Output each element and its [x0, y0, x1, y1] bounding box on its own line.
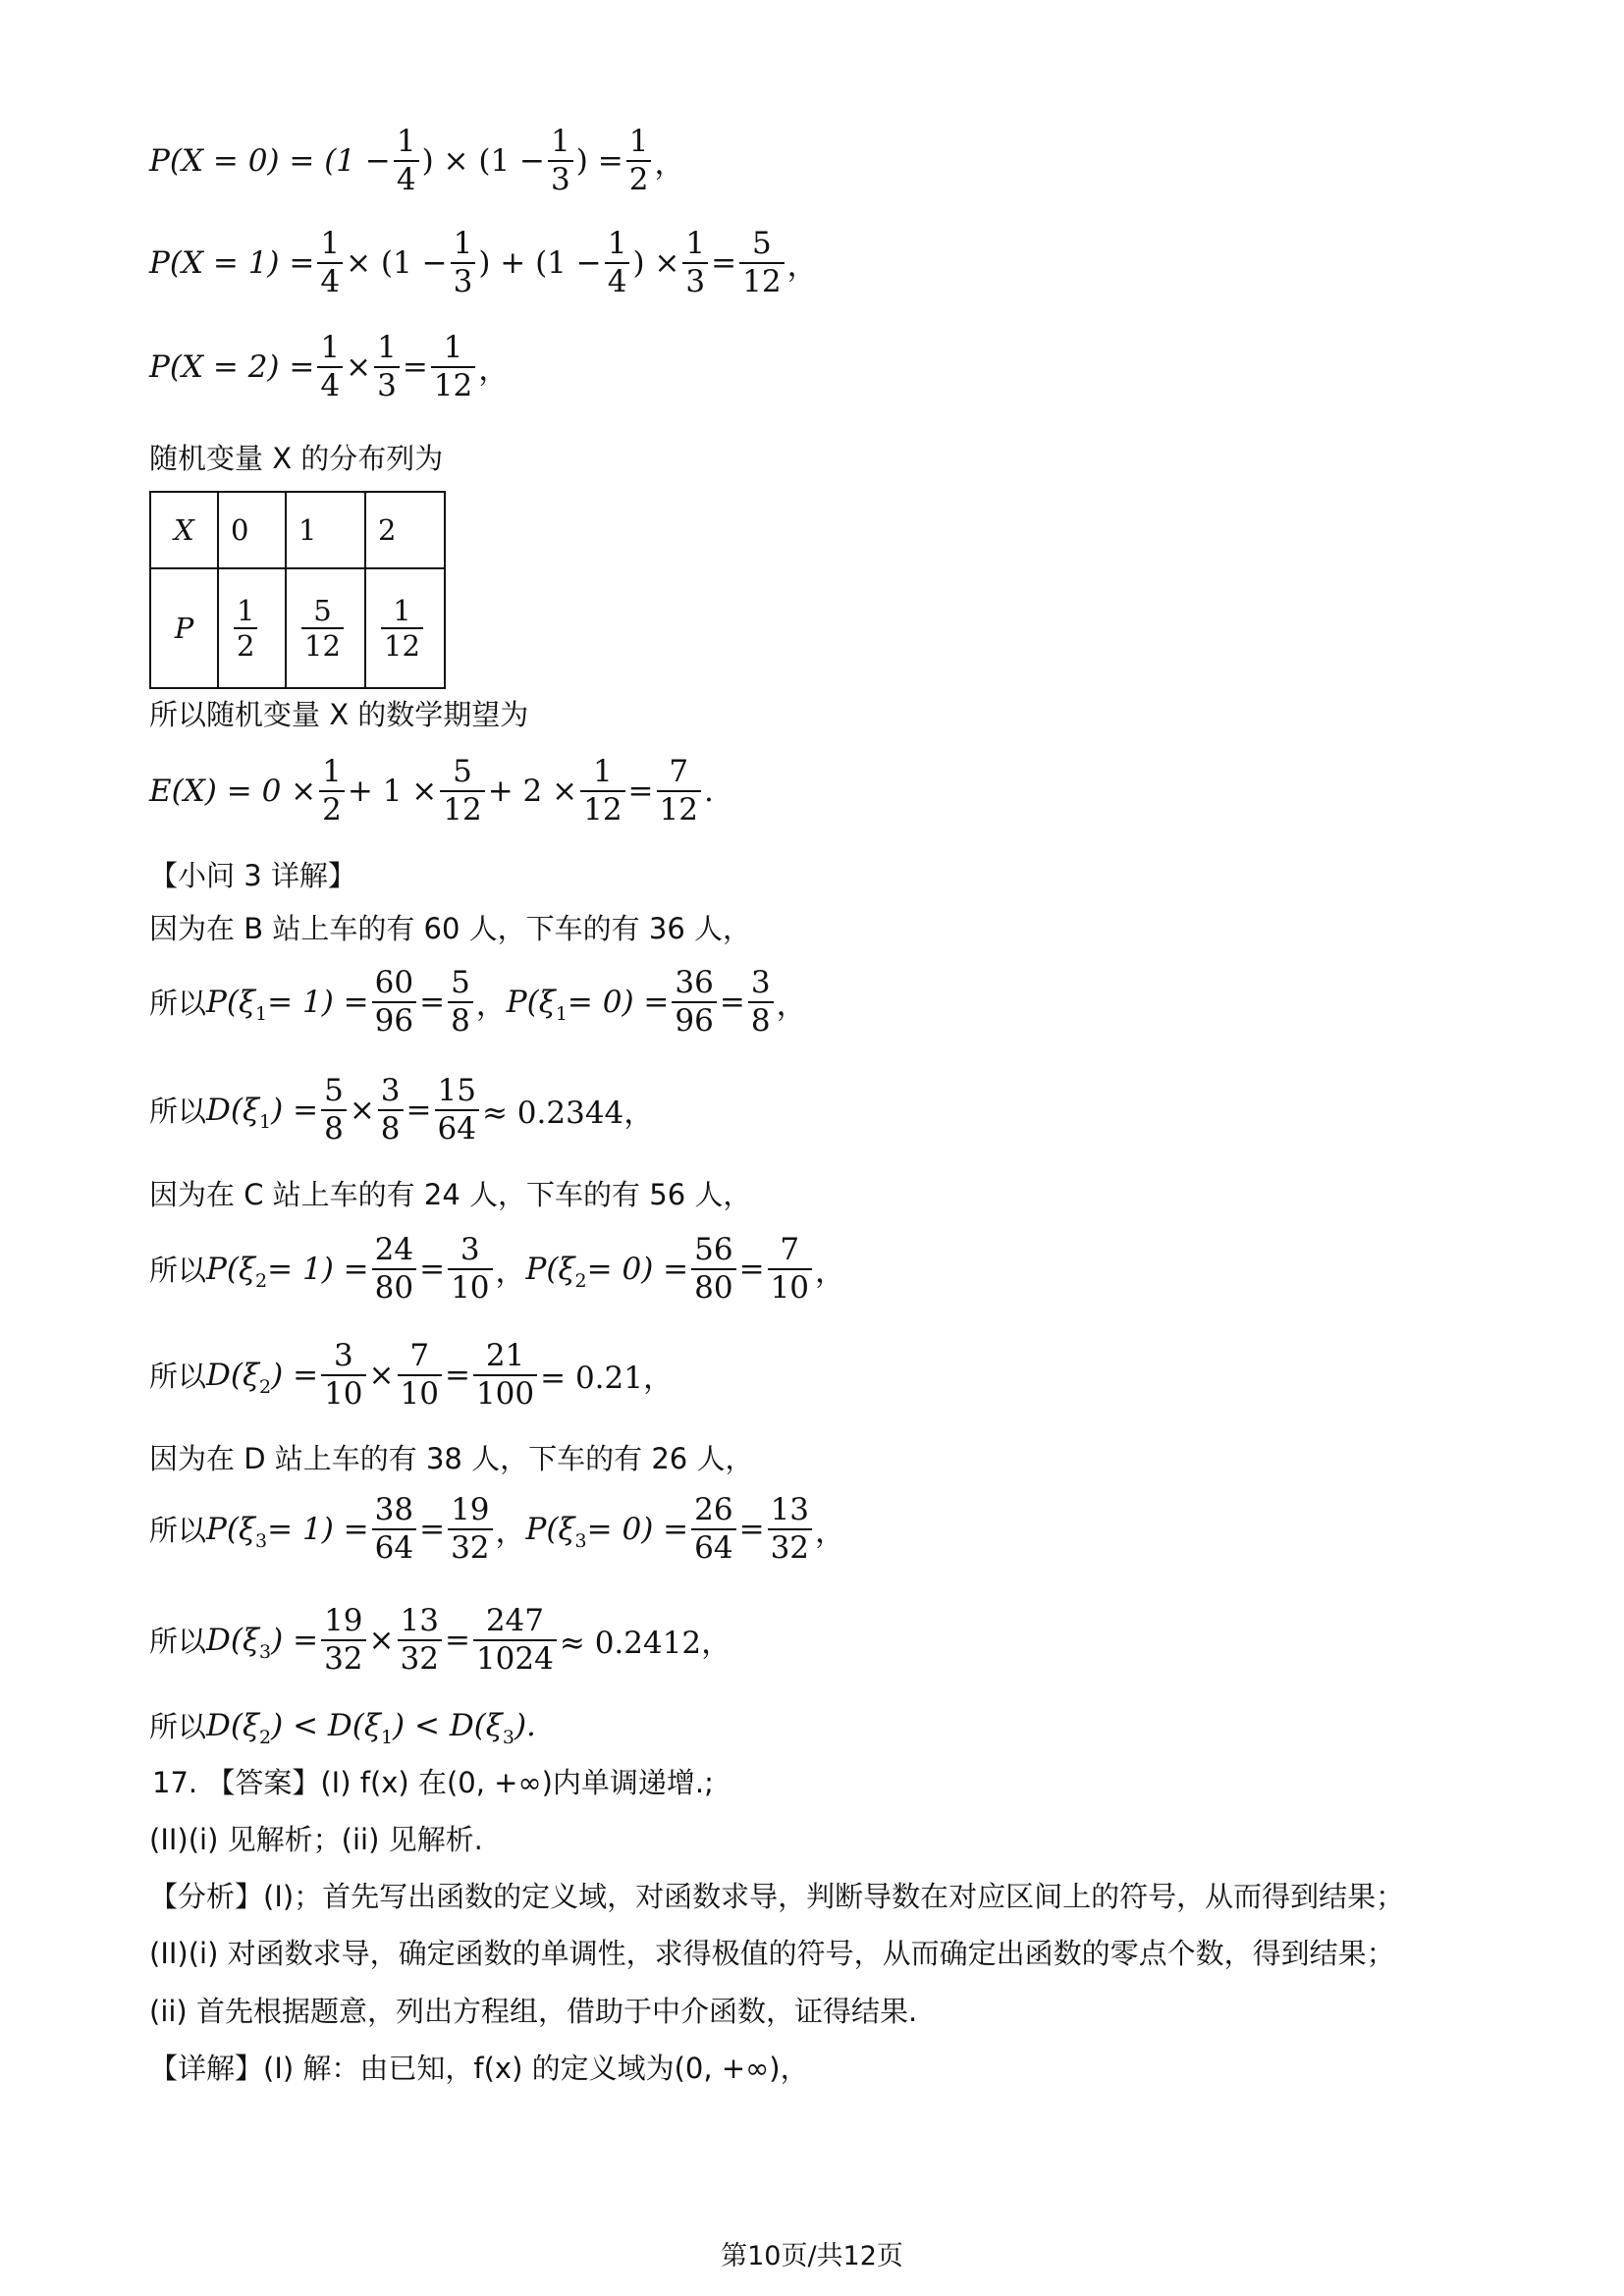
- fraction: $\frac{24}{80}$: [372, 1234, 416, 1304]
- fraction: $\frac{56}{80}$: [691, 1234, 735, 1304]
- table-row: [150, 568, 445, 688]
- fraction: $\frac{3}{8}$: [378, 1075, 404, 1145]
- fraction: $\frac{1}{4}$: [394, 126, 419, 195]
- formula-d-d: 所以 D(ξ 3 ) = $\frac{19}{32}$ × $\frac{13}{32}$ = $\frac{247}{1024}$ ≈ 0.2412，: [149, 1603, 732, 1677]
- q17-analysis: 【分析】(I)；首先写出函数的定义域，对函数求导，判断导数在对应区间上的符号，从而得到结果；: [149, 1880, 1405, 1913]
- formula-text: ，: [654, 146, 685, 183]
- table-cell: P: [150, 568, 218, 688]
- page-footer: 第10页/共12页: [721, 2241, 903, 2271]
- dist-intro: 随机变量 X 的分布列为: [149, 442, 444, 475]
- fraction: $\frac{7}{10}$: [398, 1340, 442, 1410]
- fraction: $\frac{19}{32}$: [448, 1494, 492, 1564]
- formula-c-d: 所以 D(ξ 2 ) = $\frac{3}{10}$ × $\frac{7}{10}$ = $\frac{21}{100}$ = 0.21，: [149, 1338, 674, 1412]
- q3-header: 【小问 3 详解】: [149, 859, 356, 892]
- formula-text: ×: [346, 348, 372, 385]
- formula-b-p: 所以 P(ξ 1 = 1) = $\frac{60}{96}$ = $\frac{5}{8}$ ， P(ξ 1 = 0) = $\frac{36}{96}$ = $\frac{3}{8}$ ，: [149, 965, 807, 1039]
- c-station-text: 因为在 C 站上车的有 24 人，下车的有 56 人，: [149, 1178, 752, 1211]
- formula-d-p: 所以 P(ξ 3 = 1) = $\frac{38}{64}$ = $\frac{19}{32}$ ， P(ξ 3 = 0) = $\frac{26}{64}$ = $\frac{13}{32}$ ，: [149, 1492, 846, 1566]
- table-cell: 2: [365, 492, 445, 568]
- formula-text: E(X) = 0 ×: [149, 773, 317, 809]
- fraction: $\frac{3}{8}$: [748, 967, 774, 1037]
- fraction: $\frac{5}{8}$: [448, 967, 473, 1037]
- formula-text: P(X = 2) =: [149, 348, 315, 385]
- fraction: $\frac{1}{2}$: [319, 756, 345, 826]
- formula-text: ) =: [575, 142, 623, 179]
- table-cell: [365, 568, 445, 688]
- fraction: $\frac{1}{2}$: [234, 596, 257, 662]
- formula-px0: [149, 126, 684, 195]
- q17-answer-2: (II)(i) 见解析；(ii) 见解析.: [149, 1823, 483, 1856]
- formula-text: + 2 ×: [487, 773, 578, 809]
- fraction: $\frac{7}{10}$: [768, 1234, 812, 1304]
- fraction: $\frac{1}{12}$: [431, 332, 475, 401]
- fraction: $\frac{13}{32}$: [768, 1494, 812, 1564]
- fraction: $\frac{5}{12}$: [739, 228, 784, 297]
- q17-analysis-2: (II)(i) 对函数求导，确定函数的单调性，求得极值的符号，从而确定出函数的零点个数，得到结果；: [149, 1937, 1395, 1970]
- formula-text: P(X = 0) = (1 −: [149, 142, 391, 179]
- table-row: [150, 492, 445, 568]
- fraction: $\frac{1}{3}$: [682, 228, 708, 297]
- fraction: $\frac{19}{32}$: [321, 1605, 365, 1675]
- formula-text: × (1 −: [346, 244, 448, 281]
- formula-text: =: [402, 348, 428, 385]
- fraction: $\frac{1}{12}$: [580, 756, 624, 826]
- formula-text: =: [711, 244, 737, 281]
- formula-text: + 1 ×: [347, 773, 438, 809]
- formula-text: ，: [786, 248, 818, 285]
- formula-c-p: 所以 P(ξ 2 = 1) = $\frac{24}{80}$ = $\frac{3}{10}$ ， P(ξ 2 = 0) = $\frac{56}{80}$ = $\frac{7}{10}$ ，: [149, 1232, 846, 1306]
- fraction: $\frac{1}{4}$: [317, 228, 343, 297]
- fraction: $\frac{1}{3}$: [374, 332, 400, 401]
- fraction: $\frac{1}{3}$: [451, 228, 476, 297]
- fraction: $\frac{13}{32}$: [398, 1605, 442, 1675]
- fraction: $\frac{21}{100}$: [473, 1340, 537, 1410]
- formula-text: ，: [478, 352, 510, 389]
- fraction: $\frac{3}{10}$: [448, 1234, 492, 1304]
- fraction: $\frac{1}{4}$: [605, 228, 630, 297]
- fraction: $\frac{15}{64}$: [435, 1075, 479, 1145]
- fraction: $\frac{1}{4}$: [317, 332, 343, 401]
- q17-analysis-3: (ii) 首先根据题意，列出方程组，借助于中介函数，证得结果.: [149, 1995, 918, 2028]
- fraction: $\frac{5}{12}$: [440, 756, 484, 826]
- fraction: $\frac{1}{12}$: [381, 596, 423, 662]
- table-cell: [286, 568, 365, 688]
- table-cell: X: [150, 492, 218, 568]
- table-cell: 1: [286, 492, 365, 568]
- fraction: $\frac{1}{2}$: [626, 126, 652, 195]
- fraction: $\frac{5}{8}$: [321, 1075, 347, 1145]
- formula-text: P(X = 1) =: [149, 244, 315, 281]
- formula-px2: [149, 332, 509, 401]
- table-cell: [218, 568, 286, 688]
- q17-detail: 【详解】(I) 解：由已知，f(x) 的定义域为(0, +∞)，: [149, 2052, 809, 2085]
- formula-b-d: 所以 D(ξ 1 ) = $\frac{5}{8}$ × $\frac{3}{8}$ = $\frac{15}{64}$ ≈ 0.2344，: [149, 1073, 655, 1147]
- expect-intro: 所以随机变量 X 的数学期望为: [149, 698, 529, 731]
- fraction: $\frac{36}{96}$: [672, 967, 716, 1037]
- fraction: $\frac{3}{10}$: [321, 1340, 365, 1410]
- formula-ex: [149, 756, 714, 826]
- fraction: $\frac{60}{96}$: [372, 967, 416, 1037]
- formula-text: ) × (1 −: [421, 142, 546, 179]
- fraction: $\frac{7}{12}$: [657, 756, 701, 826]
- formula-text: =: [627, 773, 654, 809]
- fraction: $\frac{26}{64}$: [691, 1494, 735, 1564]
- distribution-table: [149, 491, 446, 689]
- formula-px1: [149, 228, 818, 297]
- formula-text: .: [703, 773, 714, 809]
- fraction: $\frac{247}{1024}$: [473, 1605, 557, 1675]
- formula-text: ) ×: [632, 244, 680, 281]
- formula-text: ) + (1 −: [478, 244, 602, 281]
- d-station-text: 因为在 D 站上车的有 38 人，下车的有 26 人，: [149, 1442, 754, 1475]
- q17-answer: 17. 【答案】(I) f(x) 在(0, +∞)内单调递增.;: [152, 1766, 714, 1799]
- fraction: $\frac{5}{12}$: [301, 596, 344, 662]
- formula-compare: 所以 D(ξ 2 ) < D(ξ 1 ) < D(ξ 3 ).: [149, 1707, 536, 1748]
- b-station-text: 因为在 B 站上车的有 60 人，下车的有 36 人，: [149, 912, 752, 945]
- fraction: $\frac{38}{64}$: [372, 1494, 416, 1564]
- fraction: $\frac{1}{3}$: [548, 126, 573, 195]
- table-cell: 0: [218, 492, 286, 568]
